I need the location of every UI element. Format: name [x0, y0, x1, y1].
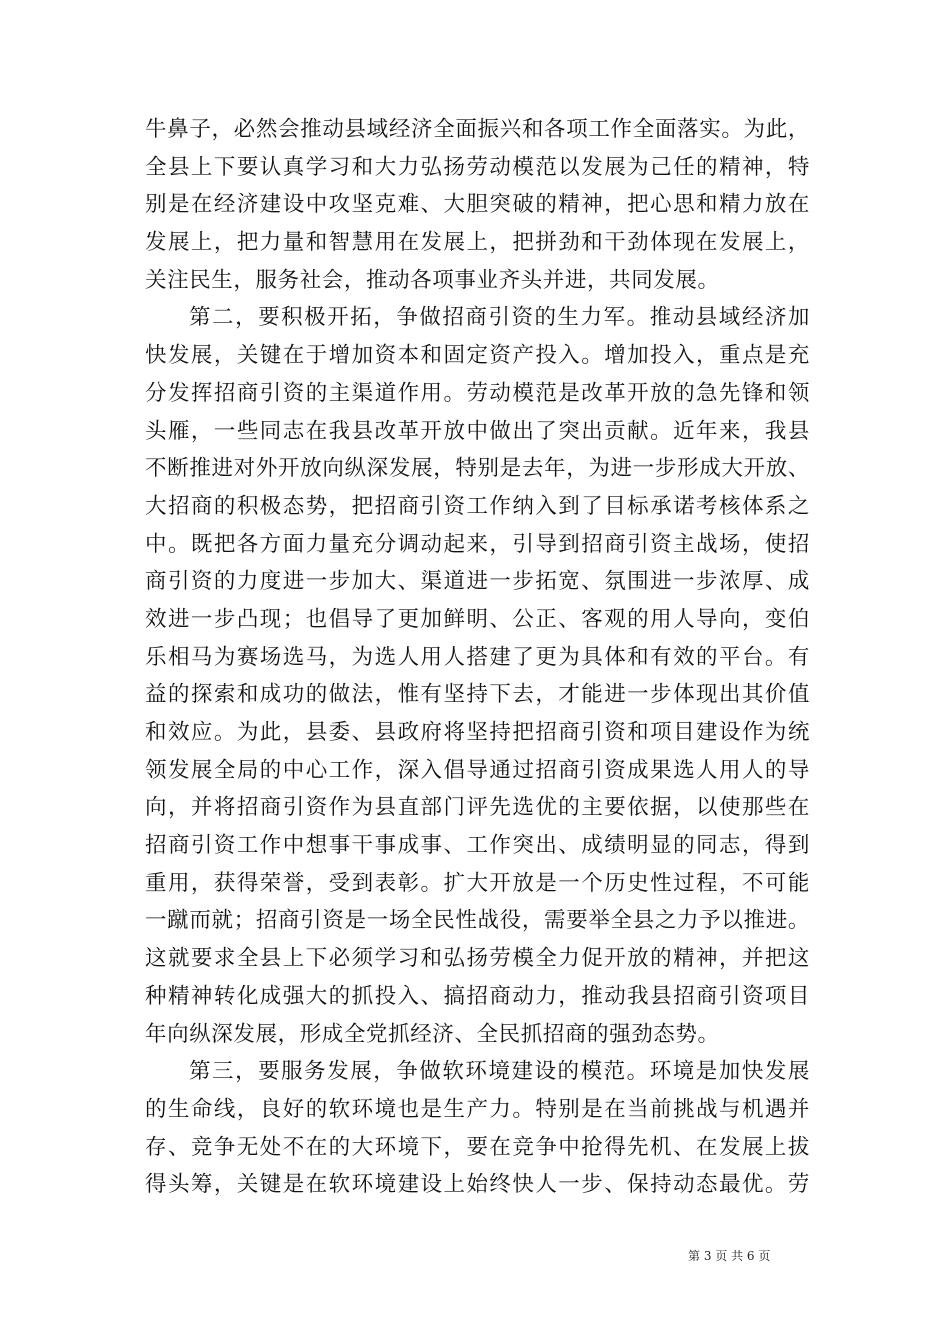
- text-line: 向，并将招商引资作为县直部门评先选优的主要依据，以使那些在: [145, 795, 810, 821]
- text-line: 种精神转化成强大的抓投入、搞招商动力，推动我县招商引资项目: [145, 983, 810, 1009]
- text-line: 全县上下要认真学习和大力弘扬劳动模范以发展为己任的精神，特: [145, 154, 810, 180]
- text-line: 牛鼻子，必然会推动县域经济全面振兴和各项工作全面落实。为此，: [145, 117, 810, 142]
- text-line: 乐相马为赛场选马，为选人用人搭建了更为具体和有效的平台。有: [145, 644, 810, 670]
- text-line: 这就要求全县上下必须学习和弘扬劳模全力促开放的精神，并把这: [145, 946, 810, 972]
- text-line: 第二，要积极开拓，争做招商引资的生力军。推动县域经济加: [189, 305, 810, 331]
- text-line: 中。既把各方面力量充分调动起来，引导到招商引资主战场，使招: [145, 531, 810, 557]
- text-line: 年向纵深发展，形成全党抓经济、全民抓招商的强劲态势。: [145, 1021, 720, 1047]
- text-line: 快发展，关键在于增加资本和固定资产投入。增加投入，重点是充: [145, 343, 810, 369]
- text-line: 商引资的力度进一步加大、渠道进一步拓宽、氛围进一步浓厚、成: [145, 569, 810, 595]
- text-line: 益的探索和成功的做法，惟有坚持下去，才能进一步体现出其价值: [145, 682, 810, 708]
- text-line: 大招商的积极态势，把招商引资工作纳入到了目标承诺考核体系之: [145, 493, 810, 519]
- text-line: 别是在经济建设中攻坚克难、大胆突破的精神，把心思和精力放在: [145, 192, 810, 218]
- text-line: 的生命线，良好的软环境也是生产力。特别是在当前挑战与机遇并: [145, 1096, 810, 1122]
- text-line: 得头筹，关键是在软环境建设上始终快人一步、保持动态最优。劳: [145, 1172, 810, 1198]
- text-line: 招商引资工作中想事干事成事、工作突出、成绩明显的同志，得到: [145, 833, 810, 859]
- text-line: 分发挥招商引资的主渠道作用。劳动模范是改革开放的急先锋和领: [145, 380, 810, 406]
- text-line: 和效应。为此，县委、县政府将坚持把招商引资和项目建设作为统: [145, 720, 810, 745]
- body-text: [145, 111, 810, 1204]
- text-line: 效进一步凸现；也倡导了更加鲜明、公正、客观的用人导向，变伯: [145, 606, 810, 632]
- text-line: 关注民生，服务社会，推动各项事业齐头并进，共同发展。: [145, 267, 720, 293]
- text-line: 存、竞争无处不在的大环境下，要在竞争中抢得先机、在发展上拔: [145, 1134, 810, 1160]
- text-line: 头雁，一些同志在我县改革开放中做出了突出贡献。近年来，我县: [145, 418, 810, 444]
- text-line: 领发展全局的中心工作，深入倡导通过招商引资成果选人用人的导: [145, 757, 810, 783]
- text-line: 发展上，把力量和智慧用在发展上，把拼劲和干劲体现在发展上，: [145, 230, 810, 256]
- text-line: 一蹴而就；招商引资是一场全民性战役，需要举全县之力予以推进。: [145, 908, 810, 934]
- text-line: 不断推进对外开放向纵深发展，特别是去年，为进一步形成大开放、: [145, 456, 810, 482]
- text-line: 第三，要服务发展，争做软环境建设的模范。环境是加快发展: [189, 1059, 810, 1085]
- text-line: 重用，获得荣誉，受到表彰。扩大开放是一个历史性过程，不可能: [145, 870, 810, 896]
- page-number: 第 3 页 共 6 页: [688, 1249, 771, 1263]
